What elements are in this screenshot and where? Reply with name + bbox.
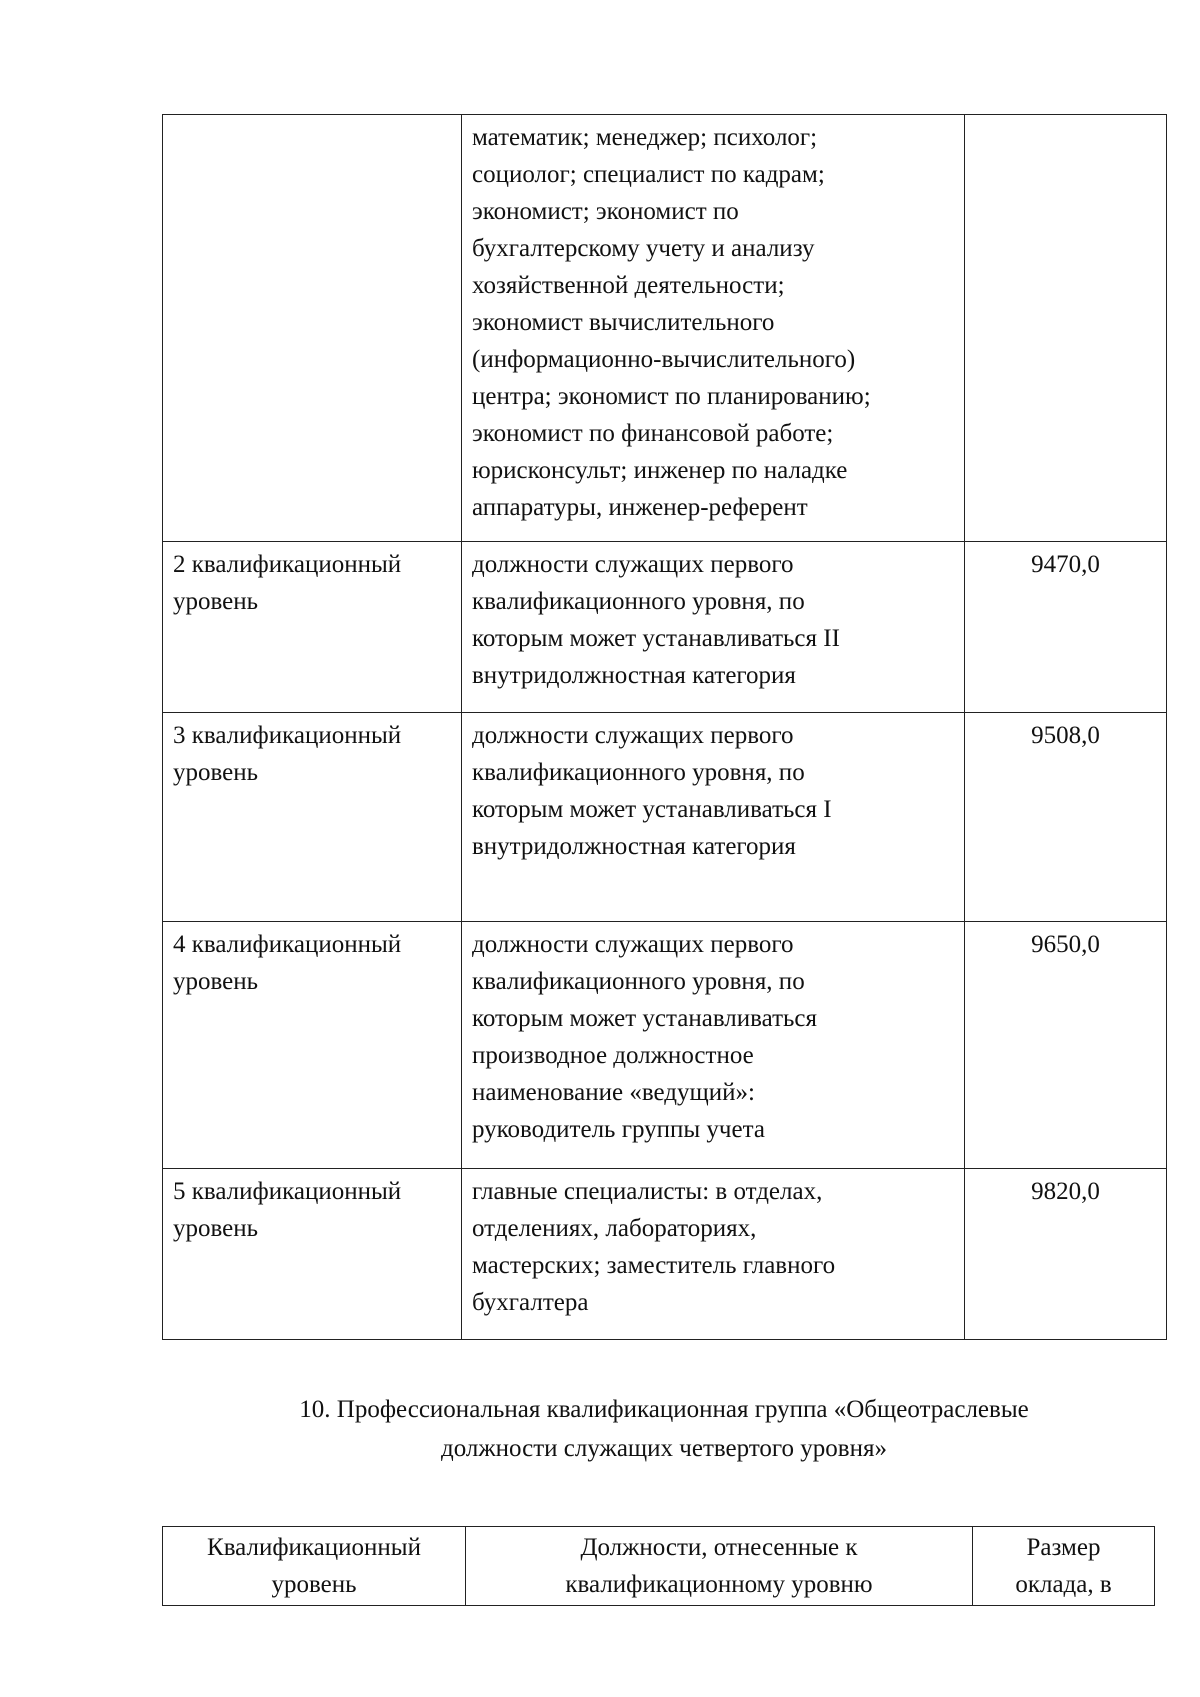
column-header-qualification-level: Квалификационный уровень — [163, 1527, 466, 1606]
column-header-positions: Должности, отнесенные к квалификационному уровню — [466, 1527, 973, 1606]
salary-table-section-10 — [162, 1526, 1155, 1606]
table-row — [163, 115, 1167, 542]
salary-cell — [965, 115, 1167, 542]
table-row — [163, 713, 1167, 922]
salary-cell: 9470,0 — [965, 542, 1167, 713]
positions-cell: математик; менеджер; психолог; социолог; специалист по кадрам; экономист; экономист по бухгалтерскому учету и анализу хозяйственной деятельности; экономист вычислительного (информационно-вычислительного) центра; экономист по планированию; экономист по финансовой работе; юрисконсульт; инженер по наладке аппаратуры, инженер-референт — [462, 115, 965, 542]
salary-cell: 9508,0 — [965, 713, 1167, 922]
table-row — [163, 1169, 1167, 1340]
qualification-level-cell: 4 квалификационный уровень — [163, 922, 462, 1169]
qualification-level-cell — [163, 115, 462, 542]
table-header-row — [163, 1527, 1155, 1606]
positions-cell: должности служащих первого квалификационного уровня, по которым может устанавливаться производное должностное наименование «ведущий»: руководитель группы учета — [462, 922, 965, 1169]
table-row — [163, 542, 1167, 713]
salary-cell: 9820,0 — [965, 1169, 1167, 1340]
qualification-level-cell: 2 квалификационный уровень — [163, 542, 462, 713]
section-heading: 10. Профессиональная квалификационная группа «Общеотраслевые должности служащих четвертого уровня» — [299, 1396, 1029, 1462]
table-row — [163, 922, 1167, 1169]
salary-cell: 9650,0 — [965, 922, 1167, 1169]
column-header-salary: Размер оклада, в — [973, 1527, 1155, 1606]
salary-table-continued — [162, 114, 1167, 1340]
positions-cell: главные специалисты: в отделах, отделениях, лабораториях, мастерских; заместитель главного бухгалтера — [462, 1169, 965, 1340]
positions-cell: должности служащих первого квалификационного уровня, по которым может устанавливаться II внутридолжностная категория — [462, 542, 965, 713]
positions-cell: должности служащих первого квалификационного уровня, по которым может устанавливаться I внутридолжностная категория — [462, 713, 965, 922]
qualification-level-cell: 5 квалификационный уровень — [163, 1169, 462, 1340]
qualification-level-cell: 3 квалификационный уровень — [163, 713, 462, 922]
